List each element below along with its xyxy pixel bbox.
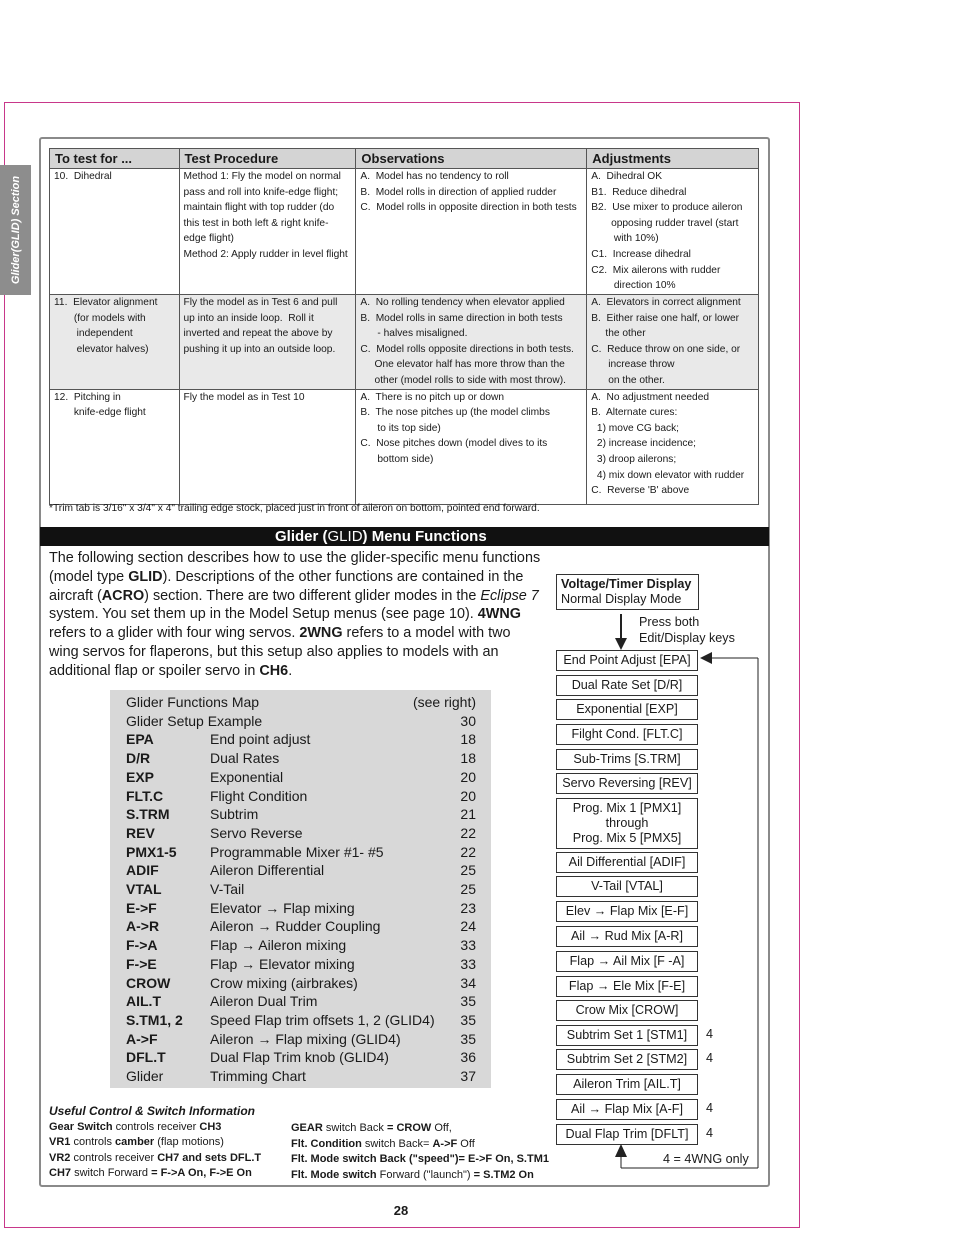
switch-info-line: Gear Switch controls receiver CH3 (49, 1120, 222, 1133)
test-cell-adjustments: A. Elevators in correct alignment B. Either raise one half, or lower the other C. Reduce throw on one side, or increase throw on the other. (587, 295, 759, 390)
map-page: 37 (460, 1068, 476, 1084)
map-row (126, 788, 476, 806)
map-description: Aileron Dual Trim (210, 993, 318, 1010)
switch-info-line: CH7 switch Forward = F->A On, F->E On (49, 1167, 252, 1180)
map-row (126, 750, 476, 768)
flow-menu-box: Ail → Flap Mix [A-F] (556, 1099, 698, 1120)
map-page: 21 (460, 806, 476, 823)
flow-menu-box: Aileron Trim [AIL.T] (556, 1074, 698, 1095)
test-row (50, 389, 759, 504)
map-page: 22 (460, 824, 476, 841)
map-code: ADIF (126, 862, 159, 879)
map-description: Dual Flap Trim knob (GLID4) (210, 1049, 389, 1066)
flight-test-table (49, 148, 759, 505)
section-header-bar (40, 527, 769, 546)
test-cell-test: 11. Elevator alignment (for models with independent elevator halves) (50, 295, 180, 390)
flow-menu-box: Dual Flap Trim [DFLT] (556, 1124, 698, 1145)
flow-menu-box: Subtrim Set 2 [STM2] (556, 1049, 698, 1070)
map-row (126, 806, 476, 824)
header-adjustments: Adjustments (587, 149, 759, 169)
map-row (126, 900, 476, 918)
map-page: 25 (460, 862, 476, 879)
switch-info-line: Flt. Condition switch Back= A->F Off (291, 1137, 475, 1150)
flow-menu-box: Flap → Ail Mix [F -A] (556, 951, 698, 972)
flow-menu-box: Servo Reversing [REV] (556, 773, 698, 794)
test-cell-adjustments: A. No adjustment needed B. Alternate cures: 1) move CG back; 2) increase incidence; 3) droop ailerons; 4) mix down elevator with rudder C. Reverse 'B' above (587, 389, 759, 504)
map-row (126, 769, 476, 787)
map-code: FLT.C (126, 787, 164, 804)
switch-info-line: Flt. Mode switch Forward ("launch") = S.TM2 On (291, 1168, 534, 1181)
map-page: 18 (460, 731, 476, 748)
flow-top-title: Voltage/Timer Display (561, 577, 692, 591)
map-code: A->R (126, 918, 160, 935)
map-description: V-Tail (210, 881, 245, 897)
map-row (126, 694, 476, 712)
map-row (126, 1049, 476, 1067)
map-row (126, 713, 476, 731)
switch-info-line: GEAR switch Back = CROW Off, (291, 1122, 452, 1134)
map-page: 22 (460, 843, 476, 860)
map-code: S.TM1, 2 (126, 1011, 183, 1028)
switch-info-line: VR1 controls camber (flap motions) (49, 1136, 224, 1149)
map-row (126, 956, 476, 974)
four-wng-legend: 4 = 4WNG only (663, 1152, 749, 1166)
switch-info-line: VR2 controls receiver CH7 and sets DFL.T (49, 1151, 262, 1164)
map-description: Subtrim (210, 806, 259, 823)
map-page: 24 (460, 918, 476, 935)
map-page: 20 (460, 768, 476, 785)
test-cell-test: 10. Dihedral (50, 169, 180, 295)
header-observations: Observations (356, 149, 587, 169)
map-row (126, 993, 476, 1011)
test-cell-adjustments: A. Dihedral OK B1. Reduce dihedral B2. Use mixer to produce aileron opposing rudder travel (start with 10%) C1. Increase dihedral C2. Mix ailerons with rudder direction 10% (587, 169, 759, 295)
map-code: Glider (126, 1068, 164, 1084)
map-row (126, 918, 476, 936)
map-description: Dual Rates (210, 750, 280, 767)
map-page: 23 (460, 899, 476, 916)
section-side-tab (0, 165, 31, 295)
test-cell-procedure: Method 1: Fly the model on normal pass and roll into knife-edge flight; maintain flight with top rudder (do this test in both left & right knife- edge flight) Method 2: Apply rudder in level flight (179, 169, 356, 295)
map-page: 35 (460, 1011, 476, 1028)
switch-info (291, 1121, 549, 1183)
map-row (126, 937, 476, 955)
map-row (126, 731, 476, 749)
map-description: End point adjust (210, 731, 311, 748)
map-page: 30 (460, 712, 476, 729)
header-test-for: To test for ... (50, 149, 180, 169)
map-row (126, 1031, 476, 1049)
test-cell-observations: A. Model has no tendency to roll B. Model rolls in direction of applied rudder C. Model rolls in opposite direction in both tests (356, 169, 587, 295)
press-keys-note: Press both Edit/Display keys (639, 615, 735, 645)
header-procedure: Test Procedure (179, 149, 356, 169)
section-title: Glider (GLID) Menu Functions (275, 528, 487, 545)
map-page: 20 (460, 787, 476, 804)
map-code: CROW (126, 974, 171, 991)
map-row (126, 1012, 476, 1030)
map-row (126, 975, 476, 993)
map-description: Glider Functions Map (126, 694, 260, 710)
flow-menu-box: Exponential [EXP] (556, 699, 698, 720)
switch-info-line: Flt. Mode switch Back ("speed")= E->F On, S.TM1 (291, 1153, 549, 1166)
map-code: D/R (126, 750, 151, 767)
map-code: DFL.T (126, 1049, 166, 1066)
flow-menu-box: Subtrim Set 1 [STM1] (556, 1025, 698, 1046)
test-cell-procedure: Fly the model as in Test 6 and pull up into an inside loop. Roll it inverted and repeat the above by pushing it up into an outside loop. (179, 295, 356, 390)
trim-tab-footnote: *Trim tab is 3/16" x 3/4" x 4" trailing edge stock, placed just in front of aileron on bottom, pointed end forward. (49, 503, 540, 514)
map-description: Aileron → Rudder Coupling (210, 918, 381, 935)
four-wng-marker: 4 (706, 1051, 714, 1065)
map-row (126, 1068, 476, 1086)
map-page: 18 (460, 750, 476, 767)
map-page: 35 (460, 1030, 476, 1047)
map-description: Elevator → Flap mixing (210, 899, 355, 916)
flow-top-subtitle: Normal Display Mode (561, 592, 682, 606)
flow-menu-box: Filght Cond. [FLT.C] (556, 724, 698, 745)
map-code: AIL.T (126, 993, 161, 1010)
test-cell-observations: A. There is no pitch up or down B. The nose pitches up (the model climbs to its top side) C. Nose pitches down (model dives to its bottom side) (356, 389, 587, 504)
map-page: 33 (460, 937, 476, 954)
map-code: A->F (126, 1030, 158, 1047)
test-row (50, 295, 759, 390)
map-description: Glider Setup Example (126, 712, 263, 729)
four-wng-marker: 4 (706, 1027, 714, 1041)
flow-menu-box: Sub-Trims [S.TRM] (556, 749, 698, 770)
test-cell-test: 12. Pitching in knife-edge flight (50, 389, 180, 504)
map-description: Flap → Elevator mixing (210, 955, 355, 972)
map-code: PMX1-5 (126, 843, 177, 860)
map-row (126, 862, 476, 880)
map-description: Flap → Aileron mixing (210, 937, 347, 954)
map-description: Programmable Mixer #1- #5 (210, 843, 384, 860)
flow-menu-box: End Point Adjust [EPA] (556, 650, 698, 671)
map-code: E->F (126, 899, 157, 916)
intro-paragraph: The following section describes how to use the glider-specific menu functions (model type GLID). Descriptions of the other functions are contained in the aircraft (ACRO) section. There are two different glider modes in the Eclipse 7 system. You set them up in the Model Setup menus (see page 10). 4WNG refers to a glider with four wing servos. 2WNG refers to a model with two wing servos for flaperons, but this setup also applies to models with an additional flap or spoiler servo in CH6. (49, 550, 541, 679)
flow-menu-box: V-Tail [VTAL] (556, 876, 698, 897)
test-cell-procedure: Fly the model as in Test 10 (179, 389, 356, 504)
map-description: Speed Flap trim offsets 1, 2 (GLID4) (210, 1011, 435, 1028)
map-description: Aileron → Flap mixing (GLID4) (210, 1030, 401, 1047)
map-page: 25 (460, 881, 476, 897)
four-wng-marker: 4 (706, 1126, 714, 1140)
test-row (50, 169, 759, 295)
test-cell-observations: A. No rolling tendency when elevator applied B. Model rolls in same direction in both tests - halves misaligned. C. Model rolls opposite directions in both tests. One elevator half has more throw than the other (model rolls to side with most throw). (356, 295, 587, 390)
map-row (126, 825, 476, 843)
map-description: Servo Reverse (210, 824, 303, 841)
map-page: 34 (460, 974, 476, 991)
page-number: 28 (393, 1203, 409, 1218)
glider-functions-map (110, 690, 491, 1088)
voltage-timer-display-box (556, 574, 699, 610)
map-code: F->E (126, 955, 157, 972)
map-description: Exponential (210, 768, 284, 785)
map-code: S.TRM (126, 806, 170, 823)
flow-menu-box: Flap → Ele Mix [F-E] (556, 976, 698, 997)
four-wng-marker: 4 (706, 1101, 714, 1115)
flow-menu-box: Ail → Rud Mix [A-R] (556, 926, 698, 947)
map-code: VTAL (126, 881, 162, 897)
useful-control-info (49, 1104, 261, 1182)
map-row (126, 881, 476, 899)
map-row (126, 844, 476, 862)
map-page: 36 (460, 1049, 476, 1066)
map-page: 33 (460, 955, 476, 972)
useful-heading: Useful Control & Switch Information (49, 1104, 255, 1118)
map-description: Trimming Chart (210, 1068, 306, 1084)
map-description: Flight Condition (210, 787, 308, 804)
flow-menu-box: Elev → Flap Mix [E-F] (556, 901, 698, 922)
flow-menu-box: Ail Differential [ADIF] (556, 852, 698, 873)
map-code: REV (126, 824, 155, 841)
map-page: 35 (460, 993, 476, 1010)
side-tab-label: Glider(GLID) Section (9, 175, 22, 285)
map-code: F->A (126, 937, 158, 954)
map-code: EXP (126, 768, 155, 785)
map-description: Crow mixing (airbrakes) (210, 974, 358, 991)
map-page: (see right) (412, 694, 476, 710)
flow-menu-box: Crow Mix [CROW] (556, 1000, 698, 1021)
map-description: Aileron Differential (210, 862, 325, 879)
flow-menu-box: Prog. Mix 1 [PMX1] through Prog. Mix 5 [PMX5] (556, 798, 698, 849)
map-code: EPA (126, 731, 154, 748)
flow-menu-box: Dual Rate Set [D/R] (556, 675, 698, 696)
